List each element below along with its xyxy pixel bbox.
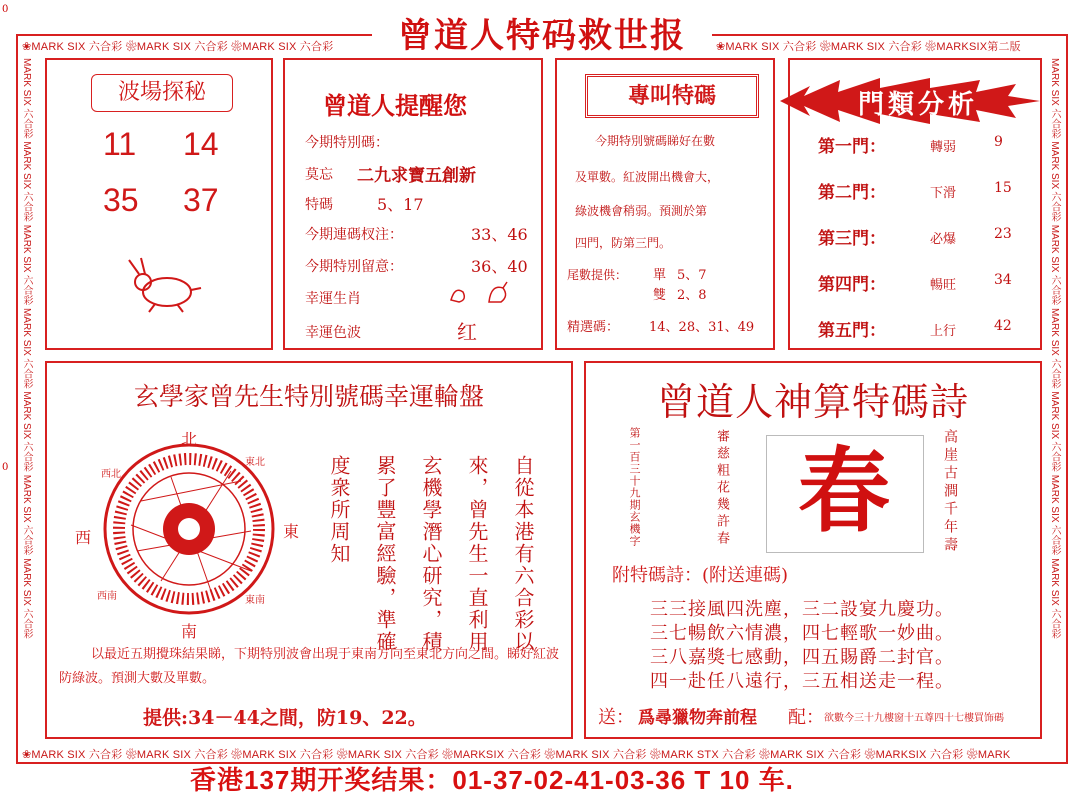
wheel-vertical-text: 度衆所周知 [327,455,351,565]
reminder-row-label: 今期特別留意： [305,259,403,275]
category-num: 42 [994,318,1012,334]
wheel-vertical-text: 累了豐富經驗，準確 [373,455,397,653]
wheel-provide: 提供:34－44之間，防19、22。 [143,707,427,729]
poem-right-text: 高崖古澗千年壽 [942,429,958,555]
right-side-strip: MARK SIX 六合彩 MARK SIX 六合彩 MARK SIX 六合彩 MARK SIX 六合彩 MARK SIX 六合彩 MARK SIX 六合彩 MARK SIX 六合彩 [1049,58,1060,639]
category-num: 15 [994,180,1012,196]
category-num: 34 [994,272,1012,288]
panel-reminder [283,58,543,350]
poem-subtitle: 附特碼詩：(附送連碼) [612,565,789,586]
reminder-row-label: 幸運色波 [305,325,361,341]
category-num: 9 [994,134,1003,150]
category-label: 第一門： [818,137,886,157]
left-side-strip: MARK SIX 六合彩 MARK SIX 六合彩 MARK SIX 六合彩 MARK SIX 六合彩 MARK SIX 六合彩 MARK SIX 六合彩 MARK SIX 六合彩 [21,58,32,639]
reminder-row-label: 莫忘 [305,167,333,183]
dir-northwest: 西北 [101,469,121,480]
special-code-line: 今期特別號碼睇好在數 [595,134,716,148]
dir-west: 西 [75,528,92,547]
header-strip-left: ❀MARK SIX 六合彩 ❀MARK SIX 六合彩 ❀MARK SIX 六合彩 [22,41,334,53]
poem-line: 四一赴任八遠行，三五相送走一程。 [650,671,954,692]
panel-poem [584,361,1042,739]
dir-east: 東 [283,522,300,541]
reminder-row-value: 二九求寶五創新 [357,166,476,186]
reminder-row-label: 特碼 [305,197,333,213]
picks-value: 14、28、31、49 [649,320,755,335]
category-word: 暢旺 [930,278,957,293]
bottom-strip: ❀MARK SIX 六合彩 ❀MARK SIX 六合彩 ❀MARK SIX 六合彩 ❀MARK SIX 六合彩 ❀MARKSIX 六合彩 ❀MARK SIX 六合彩 ❀MARK STX 六合彩 ❀MARK SIX 六合彩 ❀MARKSIX 六合彩 ❀MARK [22,749,1011,761]
poem-line: 三三接風四洗塵，三二設宴九慶功。 [650,599,954,620]
send-text: 爲尋獵物奔前程 [638,708,757,728]
category-label: 第二門： [818,183,886,203]
wheel-vertical-text: 來，曾先生一直利用 [465,455,489,653]
tail-double-label: 雙 [653,288,667,303]
dir-northeast: 東北 [245,457,265,468]
reminder-row-value: 33、46 [471,225,528,244]
dir-southwest: 西南 [97,591,117,602]
category-word: 轉弱 [930,140,957,155]
header-title: 曾道人特码救世报 [372,14,712,58]
category-label: 第三門： [818,229,886,249]
category-word: 下滑 [930,186,957,201]
wave-number: 35 [103,182,139,218]
reminder-row-label: 今期連碼杈注： [305,227,403,243]
tail-single-label: 單 [653,268,667,283]
wave-number: 11 [103,126,137,162]
dir-north: 北 [181,430,198,449]
footer-results: 香港137期开奖结果：01-37-02-41-03-36 T 10 车. [190,765,794,795]
special-code-line: 綠波機會稍弱。預測於第 [575,204,708,218]
header-strip-right: ❀MARK SIX 六合彩 ❀MARK SIX 六合彩 ❀MARKSIX第二版 [716,41,1021,53]
reminder-row-value: 红 [457,320,477,344]
category-analysis-title: 門類分析 [857,90,978,120]
panel-wave-secret [45,58,273,350]
category-word: 上行 [930,324,957,339]
panel-special-code [555,58,775,350]
wheel-forecast: 以最近五期攪珠結果睇，下期特別波會出現于東南方向至東北方向之間。睇好紅波防綠波。預測大數及單數。 [59,647,560,686]
special-code-line: 四門，防第三門。 [575,236,672,250]
poem-line: 三八嘉獎七感動，四五賜爵二封官。 [650,647,954,668]
pair-text: 欲數今三十九樓窗十五尊四十七樓買饰碼 [824,713,1004,724]
wave-number: 14 [183,126,219,162]
tail-double: 2、8 [677,288,707,303]
special-code-title: 專叫特碼 [585,74,759,118]
panel-lucky-wheel [45,361,573,739]
reminder-row-value: 36、40 [471,257,528,276]
tail-label: 尾數提供： [567,268,628,282]
rooster-icon [445,280,515,306]
poem-left-text: 審慈粗花幾許春 [714,429,729,548]
big-char: 春 [797,437,890,545]
dir-south: 南 [181,622,198,641]
wave-secret-title: 波場探秘 [91,74,233,112]
tail-single: 5、7 [677,268,707,283]
special-code-line: 及單數。紅波開出機會大， [575,170,720,184]
poem-issue-label: 第一百三十九期玄機字 [628,427,641,547]
category-label: 第四門： [818,275,886,295]
category-word: 必爆 [930,232,957,247]
pair-label: 配： [788,707,824,728]
margin-mark-top: 0 [2,4,9,15]
reminder-row-label: 今期特別碼： [305,135,389,151]
category-num: 23 [994,226,1012,242]
send-label: 送： [598,707,634,728]
margin-mark-mid: 0 [2,462,9,473]
wheel-vertical-text: 自從本港有六合彩以 [511,455,535,653]
lucky-wheel-title: 玄學家曾先生特別號碼幸運輪盤 [133,382,484,411]
wheel-vertical-text: 玄機學潛心研究，積 [419,455,443,653]
reminder-title: 曾道人提醒您 [323,91,467,120]
picks-label: 精選碼： [567,320,620,335]
category-label: 第五門： [818,321,886,341]
reminder-row-label: 幸運生肖 [305,291,361,307]
reminder-row-value: 5、17 [377,195,424,214]
poem-line: 三七暢飲六情濃，四七輕歌一妙曲。 [650,623,954,644]
wave-number: 37 [183,182,219,218]
panel-category-analysis [788,58,1042,350]
poem-title: 曾道人神算特碼詩 [656,380,969,424]
rabbit-illustration [121,256,211,316]
dir-southeast: 東南 [245,595,265,606]
